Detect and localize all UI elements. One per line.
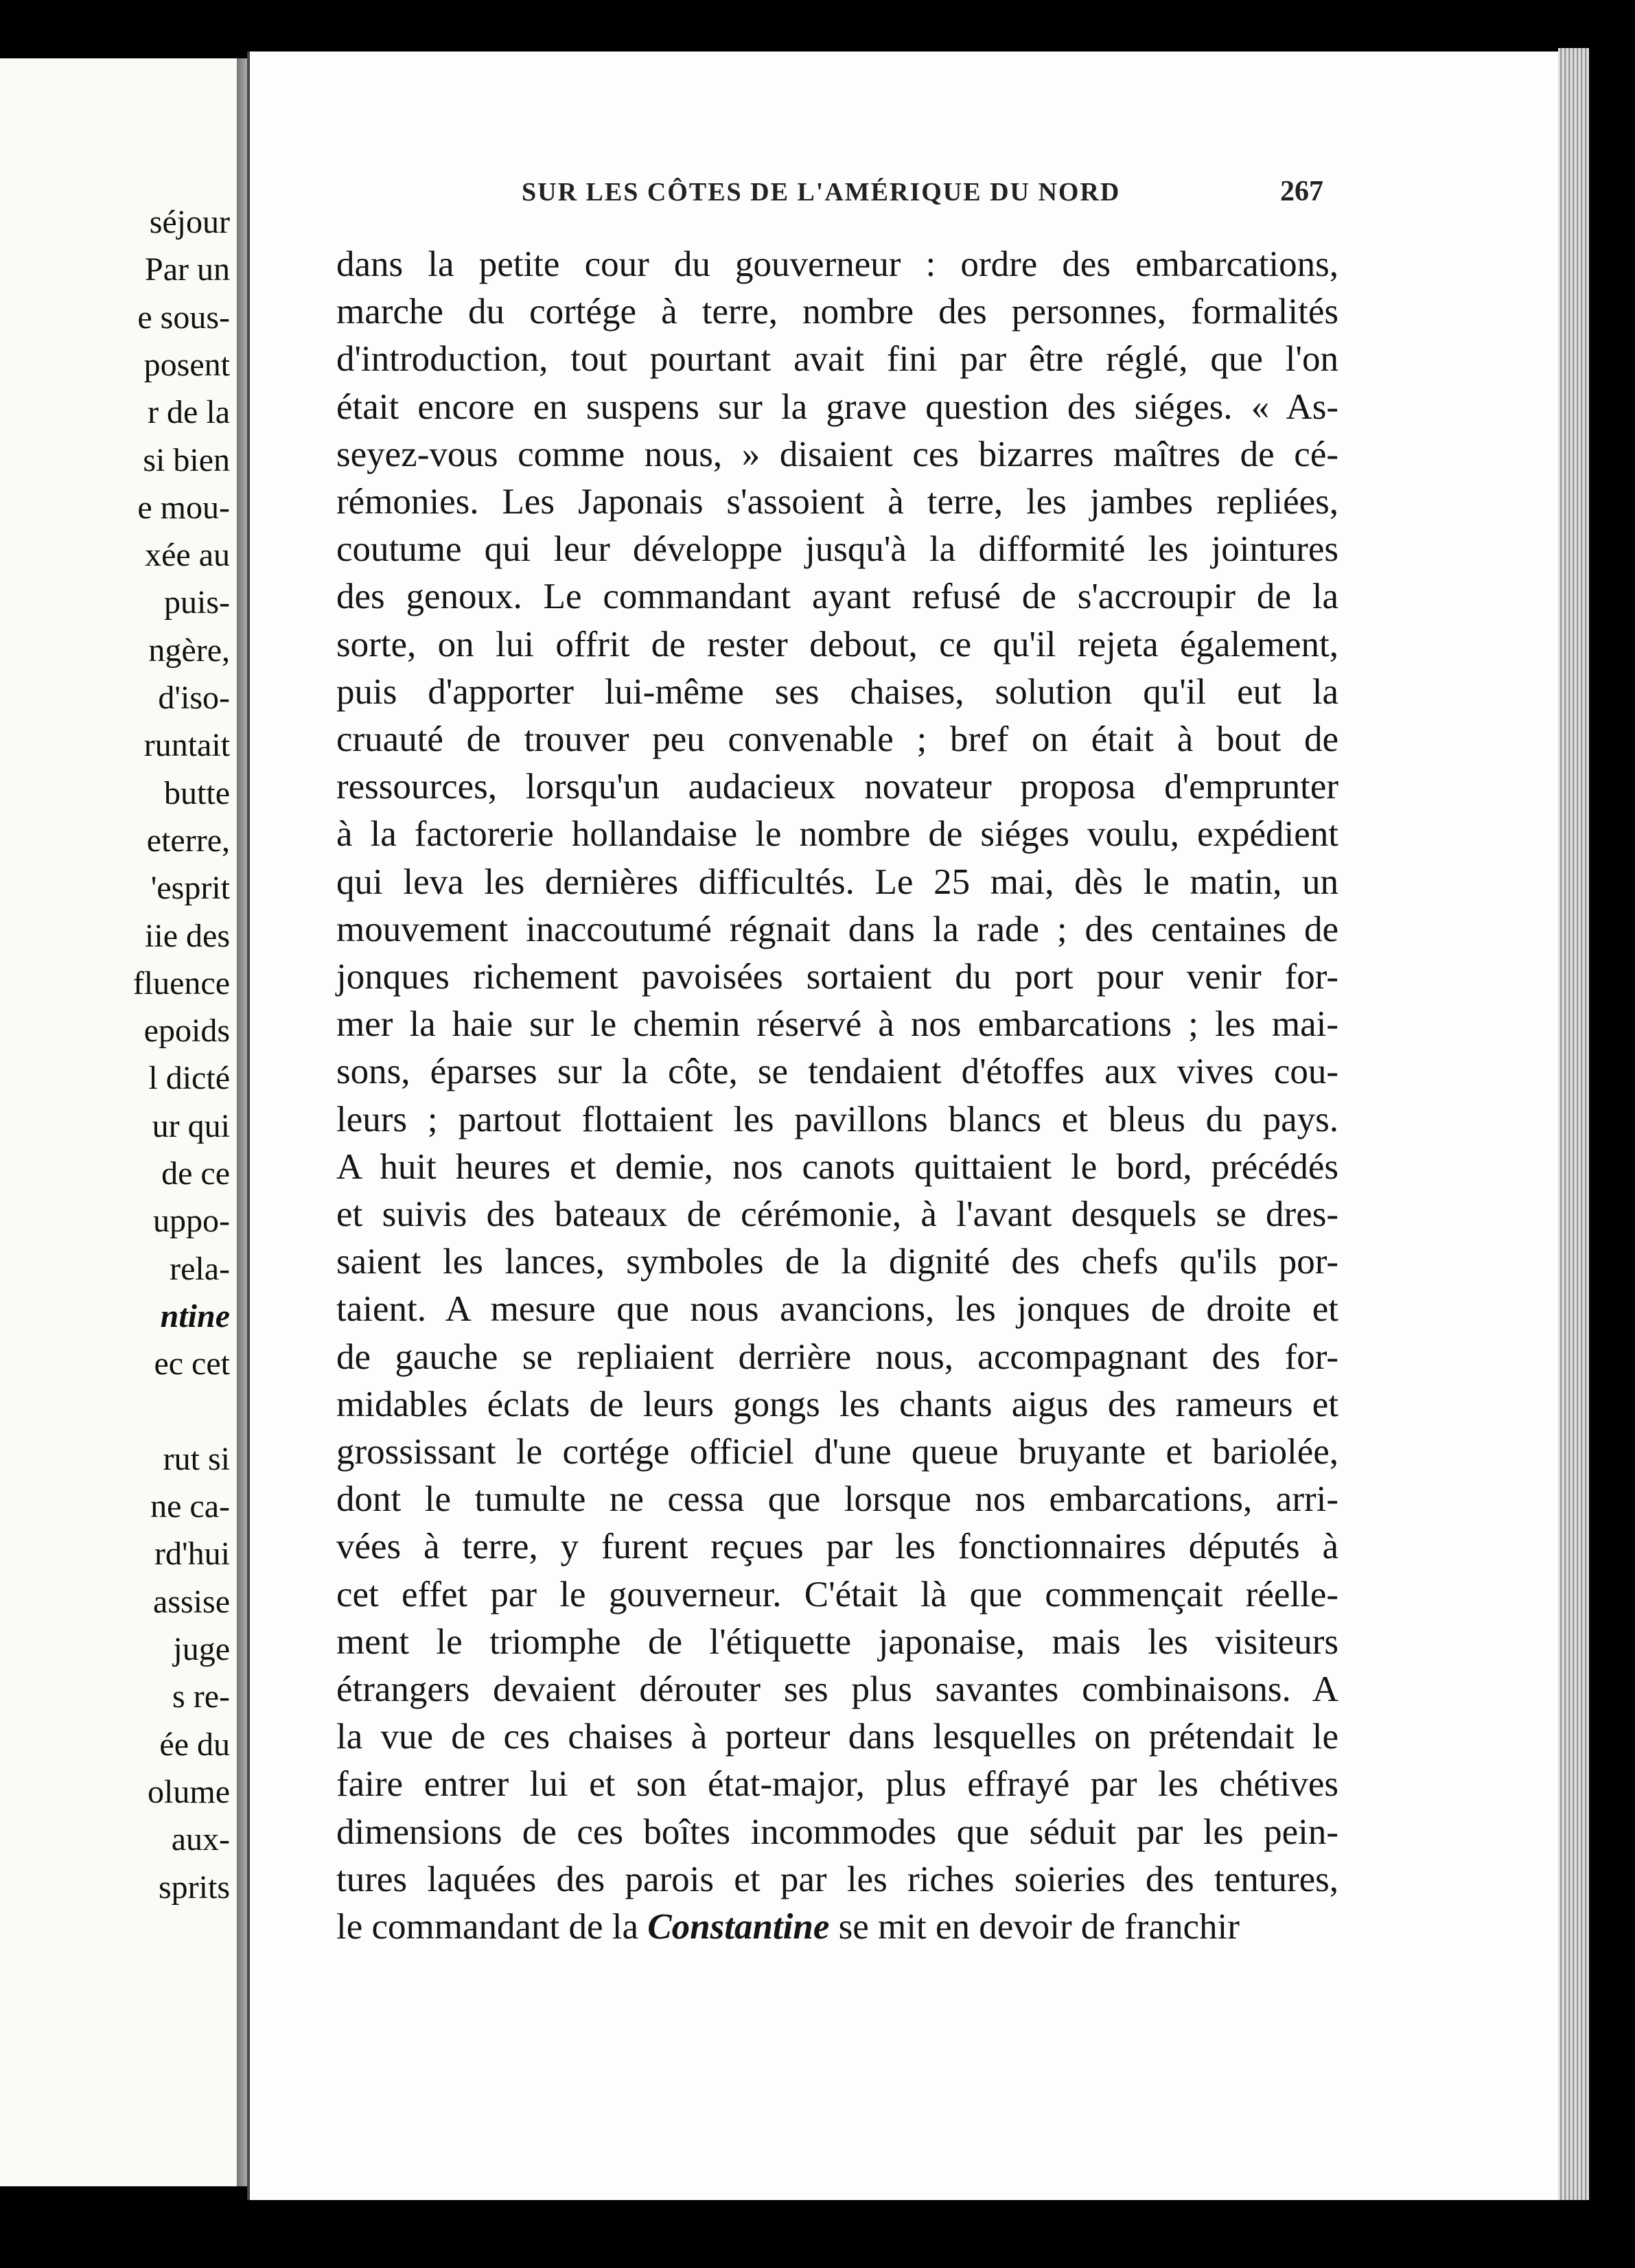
body-line: leurs ; partout flottaient les pavillons blancs et bleus du pays. <box>336 1099 1338 1139</box>
left-page-line: aux- <box>171 1821 230 1858</box>
left-page-line: de ce <box>161 1155 230 1192</box>
left-page-line: epoids <box>143 1012 230 1050</box>
body-line: la vue de ces chaises à porteur dans lesquelles on prétendait le <box>336 1717 1338 1757</box>
left-page-line: ée du <box>159 1726 230 1763</box>
body-line: mer la haie sur le chemin réservé à nos embarcations ; les mai- <box>336 1004 1338 1045</box>
left-page-line: rd'hui <box>154 1536 230 1573</box>
page-edge <box>1558 48 1589 2200</box>
left-page-line: s re- <box>172 1678 230 1715</box>
body-line: sorte, on lui offrit de rester debout, ce qu'il rejeta également, <box>336 624 1338 664</box>
body-line: A huit heures et demie, nos canots quittaient le bord, précédés <box>336 1146 1338 1187</box>
left-page-line: xée au <box>145 537 230 574</box>
body-line: étrangers devaient dérouter ses plus savantes combinaisons. A <box>336 1669 1338 1709</box>
body-line: d'introduction, tout pourtant avait fini par être réglé, que l'on <box>336 339 1338 380</box>
left-page-line: 'esprit <box>150 870 230 907</box>
left-page-line: e sous- <box>137 299 230 336</box>
body-line: faire entrer lui et son état-major, plus effrayé par les chétives <box>336 1764 1338 1805</box>
left-page-line: d'iso- <box>158 680 230 716</box>
left-page-line: l dicté <box>148 1060 230 1097</box>
running-header: SUR LES CÔTES DE L'AMÉRIQUE DU NORD <box>522 178 1121 207</box>
body-line: dimensions de ces boîtes incommodes que séduit par les pein- <box>336 1812 1338 1852</box>
body-line: sons, éparses sur la côte, se tendaient d'étoffes aux vives cou- <box>336 1052 1338 1092</box>
left-page <box>0 58 241 2186</box>
left-page-line: rela- <box>170 1250 230 1287</box>
body-line: vées à terre, y furent reçues par les fonctionnaires députés à <box>336 1527 1338 1567</box>
body-line: midables éclats de leurs gongs les chants aigus des rameurs et <box>336 1384 1338 1424</box>
ship-name: Constantine <box>647 1907 830 1947</box>
left-page-line: uppo- <box>153 1203 230 1240</box>
body-line: tures laquées des parois et par les riches soieries des tentures, <box>336 1859 1338 1899</box>
body-line: ment le triomphe de l'étiquette japonaise, mais les visiteurs <box>336 1621 1338 1662</box>
left-page-line: ntine <box>160 1297 230 1334</box>
left-page-line: ur qui <box>152 1107 230 1144</box>
body-line: grossissant le cortége officiel d'une queue bruyante et bariolée, <box>336 1432 1338 1472</box>
left-page-line: fluence <box>132 964 230 1002</box>
left-page-line: r de la <box>148 394 230 431</box>
left-page-line: e mou- <box>137 489 230 526</box>
body-line: de gauche se repliaient derrière nous, accompagnant des for- <box>336 1336 1338 1377</box>
left-page-line: runtait <box>143 727 230 764</box>
left-page-line: Par un <box>145 251 230 288</box>
body-line: coutume qui leur développe jusqu'à la difformité les jointures <box>336 529 1338 570</box>
body-line: qui leva les dernières difficultés. Le 25 mai, dès le matin, un <box>336 861 1338 902</box>
body-line: saient les lances, symboles de la dignité des chefs qu'ils por- <box>336 1242 1338 1282</box>
body-line: rémonies. Les Japonais s'assoient à terre, les jambes repliées, <box>336 482 1338 522</box>
body-line: puis d'apporter lui-même ses chaises, solution qu'il eut la <box>336 671 1338 712</box>
body-line: jonques richement pavoisées sortaient du port pour venir for- <box>336 957 1338 997</box>
body-line: des genoux. Le commandant ayant refusé de s'accroupir de la <box>336 577 1338 617</box>
left-page-line: rut si <box>163 1440 230 1477</box>
page-number: 267 <box>1280 176 1323 207</box>
left-page-line: butte <box>164 774 230 811</box>
left-page-line: ne ca- <box>150 1488 230 1525</box>
body-line: dont le tumulte ne cessa que lorsque nos embarcations, arri- <box>336 1479 1338 1520</box>
left-page-line: eterre, <box>146 822 230 859</box>
body-line: cruauté de trouver peu convenable ; bref on était à bout de <box>336 719 1338 759</box>
left-page-line: sprits <box>158 1868 230 1906</box>
left-page-line: ngère, <box>148 632 230 669</box>
body-line: dans la petite cour du gouverneur : ordre des embarcations, <box>336 244 1338 284</box>
body-line: mouvement inaccoutumé régnait dans la rade ; des centaines de <box>336 909 1338 949</box>
left-page-line: olume <box>148 1773 230 1810</box>
left-page-line: si bien <box>143 441 230 478</box>
left-page-line: séjour <box>149 204 230 240</box>
left-page-line: assise <box>153 1583 230 1620</box>
body-line-final <box>336 1906 1338 1947</box>
body-line: marche du cortége à terre, nombre des personnes, formalités <box>336 292 1338 332</box>
body-line: à la factorerie hollandaise le nombre de siéges voulu, expédient <box>336 814 1338 855</box>
left-page-line: puis- <box>164 584 230 621</box>
body-line: et suivis des bateaux de cérémonie, à l'avant desquels se dres- <box>336 1194 1338 1234</box>
final-line-end: se mit en devoir de franchir <box>829 1907 1240 1947</box>
body-line: était encore en suspens sur la grave question des siéges. « As- <box>336 386 1338 427</box>
body-line: cet effet par le gouverneur. C'était là que commençait réelle- <box>336 1574 1338 1615</box>
left-page-line: ec cet <box>154 1345 230 1382</box>
body-line: seyez-vous comme nous, » disaient ces bizarres maîtres de cé- <box>336 434 1338 474</box>
final-line-start: le commandant de la <box>336 1907 648 1947</box>
left-page-line: posent <box>143 346 230 383</box>
body-line: ressources, lorsqu'un audacieux novateur proposa d'emprunter <box>336 767 1338 807</box>
left-page-line: iie des <box>145 917 230 954</box>
body-line: taient. A mesure que nous avancions, les jonques de droite et <box>336 1289 1338 1330</box>
left-page-line: juge <box>173 1631 230 1667</box>
